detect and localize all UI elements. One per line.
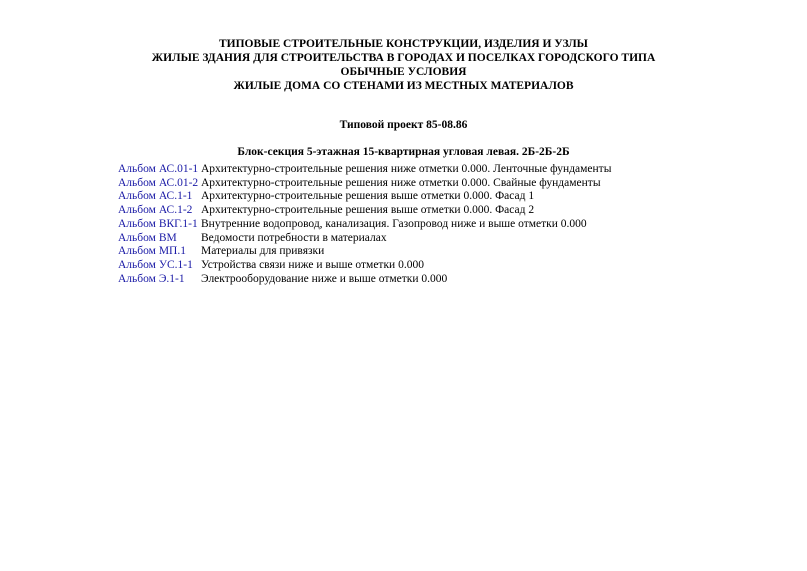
album-link[interactable]: Альбом ВКГ.1-1 [118,217,198,230]
album-description: Ведомости потребности в материалах [201,231,387,244]
album-row [118,163,611,177]
album-link[interactable]: Альбом Э.1-1 [118,272,185,285]
album-row [118,232,611,246]
album-row [118,218,611,232]
album-row [118,190,611,204]
album-row [118,273,611,287]
album-link[interactable]: Альбом ВМ [118,231,177,244]
album-row [118,177,611,191]
header-line: ТИПОВЫЕ СТРОИТЕЛЬНЫЕ КОНСТРУКЦИИ, ИЗДЕЛИЯ И УЗЛЫ [219,38,588,50]
album-list [118,163,611,286]
album-row [118,259,611,273]
header-line: ОБЫЧНЫЕ УСЛОВИЯ [340,66,467,78]
album-description: Архитектурно-строительные решения ниже отметки 0.000. Ленточные фундаменты [201,163,612,175]
document-header [0,37,807,93]
album-description: Архитектурно-строительные решения выше отметки 0.000. Фасад 2 [201,204,535,217]
album-link[interactable]: Альбом МП.1 [118,245,186,258]
header-line: ЖИЛЫЕ ДОМА СО СТЕНАМИ ИЗ МЕСТНЫХ МАТЕРИАЛОВ [233,80,574,92]
album-link[interactable]: Альбом АС.1-1 [118,190,193,203]
album-description: Материалы для привязки [201,245,325,258]
album-link[interactable]: Альбом АС.01-1 [118,163,199,175]
project-title: Типовой проект 85-08.86 [339,119,468,131]
album-description: Архитектурно-строительные решения выше отметки 0.000. Фасад 1 [201,190,535,203]
album-description: Электрооборудование ниже и выше отметки 0.000 [201,272,448,285]
section-title: Блок-секция 5-этажная 15-квартирная угловая левая. 2Б-2Б-2Б [237,146,570,158]
album-link[interactable]: Альбом АС.1-2 [118,204,193,217]
album-description: Внутренние водопровод, канализация. Газопровод ниже и выше отметки 0.000 [201,217,587,230]
album-description: Устройства связи ниже и выше отметки 0.000 [201,258,424,271]
album-link[interactable]: Альбом УС.1-1 [118,258,193,271]
header-line: ЖИЛЫЕ ЗДАНИЯ ДЛЯ СТРОИТЕЛЬСТВА В ГОРОДАХ И ПОСЕЛКАХ ГОРОДСКОГО ТИПА [151,52,656,64]
album-link[interactable]: Альбом АС.01-2 [118,176,199,189]
album-description: Архитектурно-строительные решения ниже отметки 0.000. Свайные фундаменты [201,176,601,189]
album-row [118,204,611,218]
album-row [118,245,611,259]
